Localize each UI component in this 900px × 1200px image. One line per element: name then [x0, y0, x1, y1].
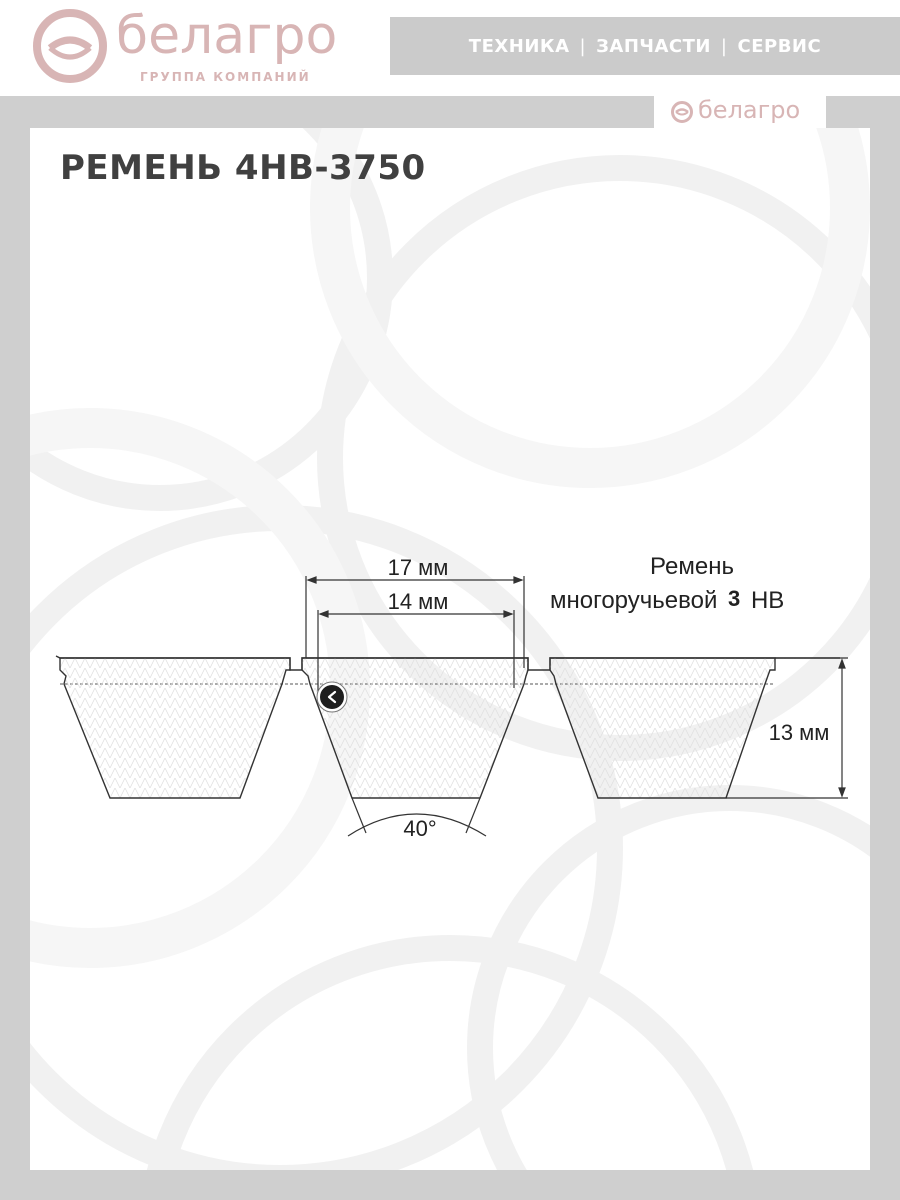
nav-separator: | — [579, 35, 587, 57]
secondary-logo-text: белагро — [698, 96, 801, 124]
dimension-14mm-label: 14 мм — [387, 589, 449, 614]
brand-tagline: ГРУППА КОМПАНИЙ — [140, 70, 311, 84]
nav-item-tehnika[interactable]: ТЕХНИКА — [468, 35, 570, 57]
belt-type-label-line1: Ремень — [650, 553, 734, 580]
belt-rib-center — [302, 658, 528, 798]
dimension-17mm-label: 17 мм — [387, 555, 449, 580]
belt-type-label-prefix: многоручьевой — [550, 587, 718, 614]
belt-cross-section-diagram — [30, 128, 870, 1170]
belt-rib-left — [60, 658, 290, 798]
brand-logo[interactable] — [32, 8, 362, 92]
product-card — [30, 128, 870, 1170]
chevron-left-icon[interactable] — [317, 682, 347, 712]
brand-emblem-small-icon — [670, 100, 694, 124]
belt-rib-right — [550, 658, 775, 798]
top-nav — [390, 17, 900, 75]
brand-emblem-icon — [32, 8, 108, 84]
angle-label: 40° — [403, 816, 437, 841]
nav-item-zapchasti[interactable]: ЗАПЧАСТИ — [596, 35, 711, 57]
nav-separator: | — [720, 35, 728, 57]
belt-type-label-suffix: НВ — [750, 587, 785, 614]
dimension-13mm-label: 13 мм — [768, 720, 830, 745]
nav-item-servis[interactable]: СЕРВИС — [737, 35, 822, 57]
belt-rib-count: 3 — [728, 586, 741, 611]
brand-name: белагро — [116, 6, 338, 66]
product-title: РЕМЕНЬ 4НВ-3750 — [60, 148, 426, 188]
belt-type-label-line2 — [550, 585, 784, 614]
secondary-logo — [654, 96, 826, 128]
